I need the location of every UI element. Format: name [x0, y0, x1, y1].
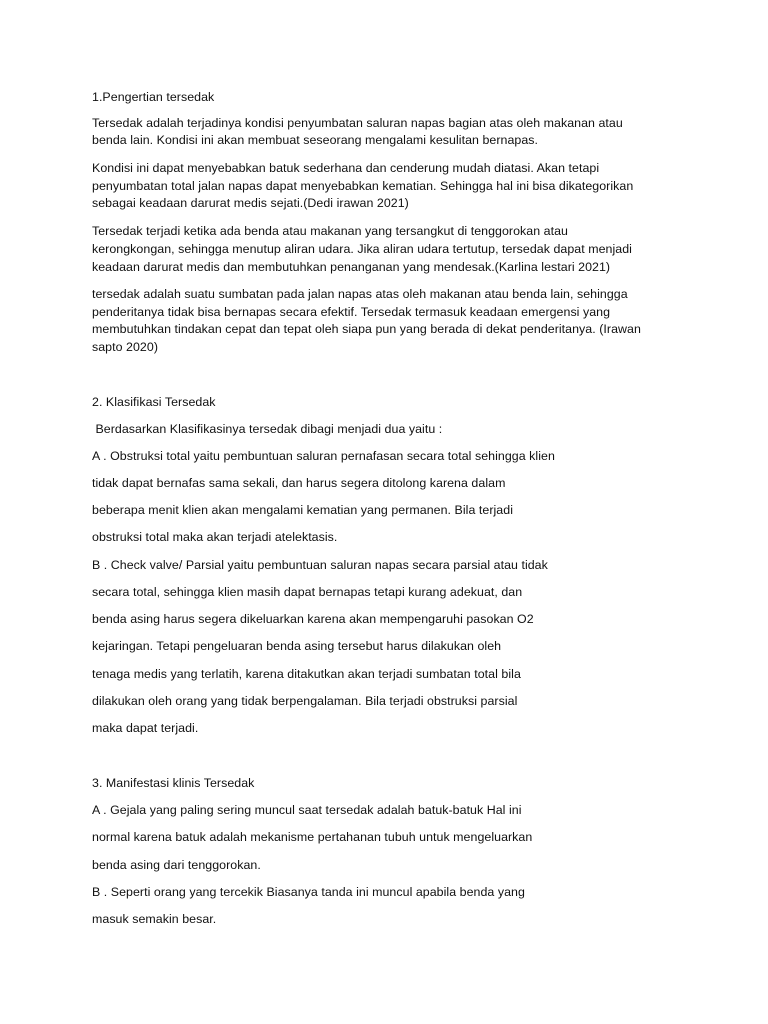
paragraph-1-line-2: benda lain. Kondisi ini akan membuat seseorang mengalami kesulitan bernapas. [92, 133, 539, 147]
section-heading-manifestations: 3. Manifestasi klinis Tersedak [92, 776, 255, 790]
classification-line-12: maka dapat terjadi. [92, 721, 199, 735]
classification-line-6: B . Check valve/ Parsial yaitu pembuntuan saluran napas secara parsial atau tidak [92, 558, 548, 572]
manifestation-line-5: masuk semakin besar. [92, 912, 217, 926]
classification-line-4: beberapa menit klien akan mengalami kematian yang permanen. Bila terjadi [92, 503, 513, 517]
classification-line-11: dilakukan oleh orang yang tidak berpengalaman. Bila terjadi obstruksi parsial [92, 694, 518, 708]
classification-line-2: A . Obstruksi total yaitu pembuntuan saluran pernafasan secara total sehingga klien [92, 449, 555, 463]
paragraph-1-line-1: Tersedak adalah terjadinya kondisi penyumbatan saluran napas bagian atas oleh makanan atau [92, 116, 623, 130]
classification-line-5: obstruksi total maka akan terjadi atelektasis. [92, 530, 338, 544]
paragraph-4-line-4: sapto 2020) [92, 340, 158, 354]
section-heading-definition: 1.Pengertian tersedak [92, 90, 215, 104]
paragraph-2-line-1: Kondisi ini dapat menyebabkan batuk sederhana dan cenderung mudah diatasi. Akan tetapi [92, 161, 600, 175]
paragraph-4-line-1: tersedak adalah suatu sumbatan pada jalan napas atas oleh makanan atau benda lain, sehingga [92, 287, 628, 301]
paragraph-4-line-3: membutuhkan tindakan cepat dan tepat oleh siapa pun yang berada di dekat penderitanya. (Irawan [92, 322, 641, 336]
manifestation-line-4: B . Seperti orang yang tercekik Biasanya tanda ini muncul apabila benda yang [92, 885, 525, 899]
section-heading-classification: 2. Klasifikasi Tersedak [92, 395, 216, 409]
classification-line-1: Berdasarkan Klasifikasinya tersedak dibagi menjadi dua yaitu : [92, 422, 443, 436]
manifestation-line-1: A . Gejala yang paling sering muncul saat tersedak adalah batuk-batuk Hal ini [92, 803, 522, 817]
paragraph-4-line-2: penderitanya tidak bisa bernapas secara efektif. Tersedak termasuk keadaan emergensi yang [92, 305, 611, 319]
classification-line-3: tidak dapat bernafas sama sekali, dan harus segera ditolong karena dalam [92, 476, 506, 490]
classification-line-8: benda asing harus segera dikeluarkan karena akan mempengaruhi pasokan O2 [92, 612, 534, 626]
manifestation-line-3: benda asing dari tenggorokan. [92, 858, 261, 872]
paragraph-2-line-2: penyumbatan total jalan napas dapat menyebabkan kematian. Sehingga hal ini bisa dikategorikan [92, 179, 634, 193]
paragraph-3-line-2: kerongkongan, sehingga menutup aliran udara. Jika aliran udara tertutup, tersedak dapat menjadi [92, 242, 632, 256]
paragraph-3-line-3: keadaan darurat medis dan membutuhkan penanganan yang mendesak.(Karlina lestari 2021) [92, 260, 611, 274]
classification-line-9: kejaringan. Tetapi pengeluaran benda asing tersebut harus dilakukan oleh [92, 639, 502, 653]
paragraph-2-line-3: sebagai keadaan darurat medis sejati.(Dedi irawan 2021) [92, 196, 409, 210]
manifestation-line-2: normal karena batuk adalah mekanisme pertahanan tubuh untuk mengeluarkan [92, 830, 533, 844]
classification-line-10: tenaga medis yang terlatih, karena ditakutkan akan terjadi sumbatan total bila [92, 667, 521, 681]
paragraph-3-line-1: Tersedak terjadi ketika ada benda atau makanan yang tersangkut di tenggorokan atau [92, 224, 568, 238]
classification-line-7: secara total, sehingga klien masih dapat bernapas tetapi kurang adekuat, dan [92, 585, 523, 599]
